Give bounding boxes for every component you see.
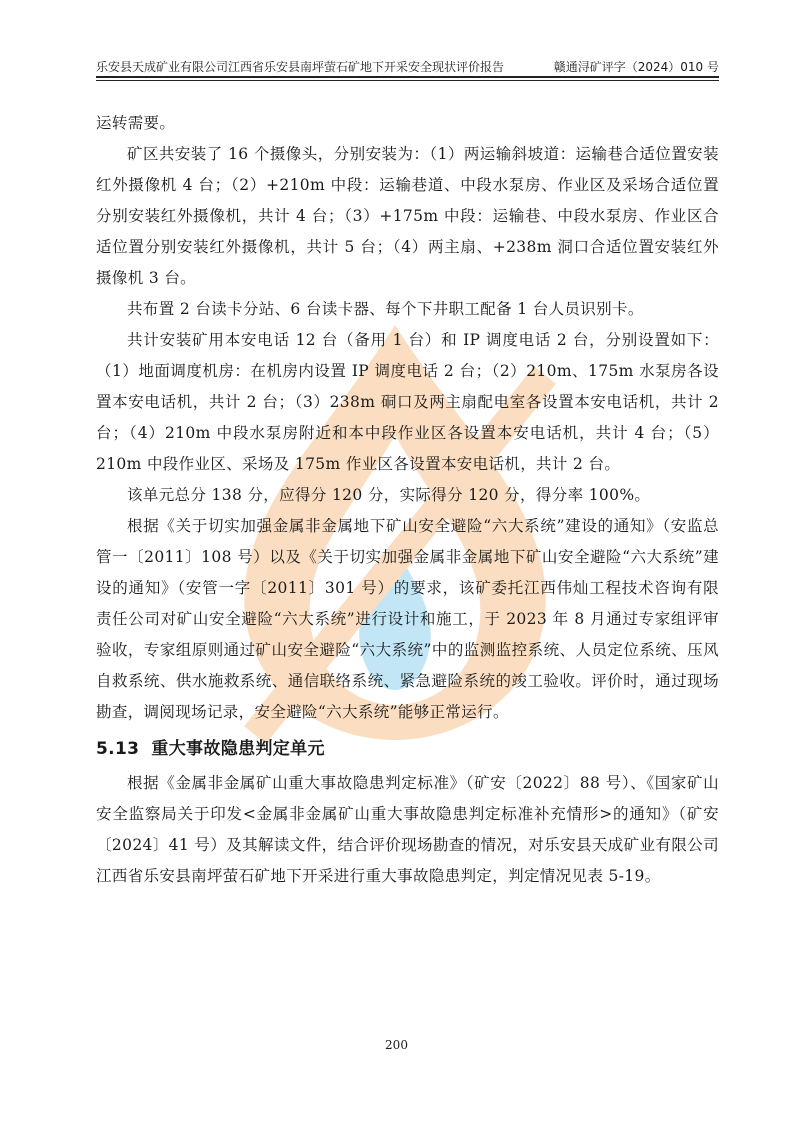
paragraph-six-systems: 根据《关于切实加强金属非金属地下矿山安全避险“六大系统”建设的通知》（安监总管一〔2011〕108 号）以及《关于切实加强金属非金属地下矿山安全避险“六大系统”建设的通知》（安管一字〔2011〕301 号）的要求，该矿委托江西伟灿工程技术咨询有限责任公司对矿山安全避险“六大系统”进行设计和施工，于 2023 年 8 月通过专家组评审验收，专家组原则通过矿山安全避险“六大系统”中的监测监控系统、人员定位系统、压风自救系统、供水施救系统、通信联络系统、紧急避险系统的竣工验收。评价时，通过现场勘查，调阅现场记录，安全避险“六大系统”能够正常运行。 [96, 517, 719, 721]
paragraph-continuation: 运转需要。 [96, 114, 176, 132]
header-report-title: 乐安县天成矿业有限公司江西省乐安县南坪萤石矿地下开采安全现状评价报告 [96, 59, 505, 74]
section-heading [96, 734, 719, 764]
paragraph-score: 该单元总分 138 分，应得分 120 分，实际得分 120 分，得分率 100%。 [127, 486, 651, 504]
paragraph-telephones: 共计安装矿用本安电话 12 台（备用 1 台）和 IP 调度电话 2 台，分别设置如下：（1）地面调度机房：在机房内设置 IP 调度电话 2 台；（2）210m、175m 水泵房各设置本安电话机，共计 2 台；（3）238m 硐口及两主扇配电室各设置本安电话机，共计 2 台；（4）210m 中段水泵房附近和本中段作业区各设置本安电话机，共计 4 台；（5）210m 中段作业区、采场及 175m 作业区各设置本安电话机，共计 2 台。 [96, 331, 719, 473]
header-rule-thin [96, 80, 719, 81]
header-report-number: 赣通浔矿评字（2024）010 号 [553, 59, 719, 74]
paragraph-hazard-determination: 根据《金属非金属矿山重大事故隐患判定标准》（矿安〔2022〕88 号）、《国家矿山安全监察局关于印发<金属非金属矿山重大事故隐患判定标准补充情形>的通知》（矿安〔2024〕41 号）及其解读文件，结合评价现场勘查的情况，对乐安县天成矿业有限公司江西省乐安县南坪萤石矿地下开采进行重大事故隐患判定，判定情况见表 5-19。 [96, 774, 719, 885]
section-title: 重大事故隐患判定单元 [151, 739, 325, 759]
paragraph-cameras: 矿区共安装了 16 个摄像头，分别安装为：（1）两运输斜坡道：运输巷合适位置安装红外摄像机 4 台；（2）+210m 中段：运输巷道、中段水泵房、作业区及采场合适位置分别安装红外摄像机，共计 4 台；（3）+175m 中段：运输巷、中段水泵房、作业区合适位置分别安装红外摄像机，共计 5 台；（4）两主扇、+238m 洞口合适位置安装红外摄像机 3 台。 [96, 145, 719, 287]
paragraph-card-readers: 共布置 2 台读卡分站、6 台读卡器、每个下井职工配备 1 台人员识别卡。 [127, 300, 644, 318]
section-number: 5.13 [96, 739, 140, 759]
page-number: 200 [385, 1038, 408, 1052]
page-body [96, 108, 719, 892]
header-rule-thick [96, 76, 719, 78]
page-header [96, 56, 719, 76]
